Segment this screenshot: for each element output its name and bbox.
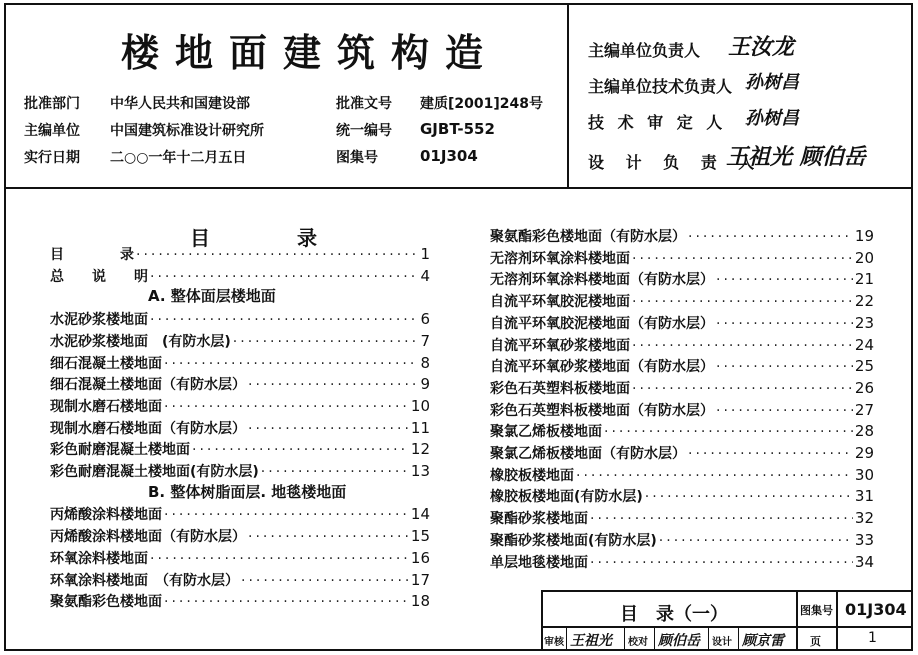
toc-leader-dots [716,272,853,288]
toc-entry-label: 现制水磨石楼地面 [50,398,162,415]
toc-entry-page: 11 [410,418,430,437]
toc-entry[interactable] [490,443,874,463]
toc-leader-dots [241,573,409,589]
toc-entry[interactable] [490,486,874,506]
toc-entry-page: 21 [854,270,874,289]
toc-leader-dots [688,446,853,462]
toc-leader-dots [632,294,853,310]
toc-entry[interactable] [50,570,430,590]
toc-leader-dots [716,359,853,375]
toc-entry-page: 32 [854,509,874,528]
field-label-effective-date: 实行日期 [24,150,80,166]
toc-section-heading: A. 整体面层楼地面 [148,287,276,306]
resp-label-design-lead: 设 计 负 责 人 [588,153,763,172]
header-divider [4,187,913,189]
title-block-vline-6 [708,626,709,651]
toc-entry-page: 18 [410,592,430,611]
toc-leader-dots [233,334,419,350]
toc-leader-dots [164,507,409,523]
toc-entry[interactable] [490,248,874,268]
design-signature: 顾京雷 [742,633,784,649]
toc-entry[interactable] [490,226,874,246]
title-block-vline-3 [566,626,567,651]
toc-entry-label: 彩色耐磨混凝土楼地面 [50,442,190,459]
toc-entry-label: 聚氨酯彩色楼地面（有防水层） [490,229,686,245]
toc-entry-page: 34 [854,552,874,571]
toc-entry-page: 25 [854,357,874,376]
toc-entry-page: 22 [854,292,874,311]
toc-entry-page: 8 [420,353,430,372]
toc-leader-dots [164,594,409,610]
toc-entry-label: 细石混凝土楼地面（有防水层） [50,377,246,394]
toc-entry-page: 12 [410,440,430,459]
toc-entry-page: 14 [410,505,430,524]
toc-leader-dots [632,381,853,397]
toc-entry-label: 聚氨酯彩色楼地面 [50,594,162,611]
toc-entry[interactable] [50,439,430,459]
resp-label-tech-review: 技 术 审 定 人 [588,113,727,132]
toc-leader-dots [164,356,418,372]
toc-entry[interactable] [50,331,430,351]
toc-entry-label: 自流平环氧砂浆楼地面 [490,337,630,354]
toc-entry[interactable] [490,269,874,289]
title-block-vline-7 [738,626,739,651]
toc-entry-label: 细石混凝土楼地面 [50,355,162,372]
toc-entry-page: 7 [420,331,430,350]
toc-entry[interactable] [50,396,430,416]
toc-entry-page: 13 [410,462,430,480]
toc-entry[interactable] [490,400,874,420]
toc-entry[interactable] [50,418,430,438]
toc-title: 目 录 [190,226,357,250]
toc-entry[interactable] [50,266,430,286]
design-label: 设计 [712,637,732,648]
toc-entry-label: 单层地毯楼地面 [490,554,588,571]
toc-entry[interactable] [490,335,874,355]
toc-entry-label: 现制水磨石楼地面（有防水层） [50,420,246,437]
toc-entry-page: 16 [410,548,430,567]
toc-leader-dots [150,551,409,567]
toc-entry-label: 丙烯酸涂料楼地面 [50,507,162,524]
toc-leader-dots [659,533,853,549]
toc-entry-label: 自流平环氧砂浆楼地面（有防水层） [490,359,714,376]
toc-entry-label: 自流平环氧胶泥楼地面 [490,294,630,311]
toc-entry[interactable] [50,244,430,264]
toc-entry-label: 聚氯乙烯板楼地面（有防水层） [490,446,686,462]
field-label-atlas-no: 图集号 [336,150,378,166]
toc-leader-dots [248,529,409,545]
check-label: 校对 [628,637,648,648]
toc-entry-label: 橡胶板楼地面(有防水层) [490,489,643,506]
toc-entry[interactable] [50,374,430,394]
resp-label-editor-head: 主编单位负责人 [588,41,701,60]
toc-leader-dots [716,403,853,419]
toc-leader-dots [590,511,853,527]
toc-leader-dots [645,489,853,505]
toc-entry-label: 水泥砂浆楼地面 [50,312,148,329]
atlas-no-value: 01J304 [845,600,907,619]
review-label: 审核 [544,637,564,648]
toc-entry-page: 30 [854,465,874,484]
toc-entry-label: 聚酯砂浆楼地面 [490,511,588,528]
toc-entry-page: 23 [854,313,874,332]
signature-design-lead: 王祖光 顾伯岳 [726,144,866,170]
toc-entry-label: 聚氯乙烯板楼地面 [490,424,602,441]
review-signature: 王祖光 [570,633,612,649]
field-value-effective-date: 二○○一年十二月五日 [110,150,247,166]
toc-section-heading: B. 整体树脂面层. 地毯楼地面 [148,482,347,501]
toc-leader-dots [164,399,409,415]
sheet-title: 目 录（一） [620,604,728,625]
document-title: 楼地面建筑构造 [120,31,499,75]
title-block-hline [541,626,913,628]
field-value-unified-no: GJBT-552 [420,120,495,138]
title-block-vline-4 [624,626,625,651]
toc-entry-page: 10 [410,396,430,415]
toc-leader-dots [632,338,853,354]
field-label-approval-dept: 批准部门 [24,96,80,112]
signature-tech-review: 孙树昌 [745,108,799,129]
toc-entry[interactable] [490,291,874,311]
toc-entry[interactable] [490,378,874,398]
toc-entry-page: 4 [420,266,430,285]
toc-leader-dots [261,464,409,480]
toc-entry[interactable] [490,530,874,550]
page-number: 1 [868,630,877,646]
title-block-vline-2 [836,590,838,651]
toc-entry-label: 彩色石英塑料板楼地面（有防水层） [490,402,714,419]
toc-entry-label: 总 说 明 [50,268,148,285]
toc-leader-dots [632,251,853,267]
toc-leader-dots [576,468,853,484]
toc-entry-label: 彩色耐磨混凝土楼地面(有防水层) [50,464,259,480]
check-signature: 顾伯岳 [658,633,700,649]
field-label-editor-unit: 主编单位 [24,123,80,139]
field-label-unified-no: 统一编号 [336,123,392,139]
resp-label-tech-head: 主编单位技术负责人 [588,77,733,96]
toc-leader-dots [136,247,418,263]
toc-entry-label: 彩色石英塑料板楼地面 [490,380,630,397]
toc-entry[interactable] [50,526,430,546]
toc-entry-page: 31 [854,487,874,506]
toc-entry[interactable] [50,461,430,481]
signature-editor-head: 王汝龙 [728,34,795,60]
toc-entry[interactable] [50,353,430,373]
field-value-editor-unit: 中国建筑标准设计研究所 [110,123,264,139]
toc-leader-dots [150,269,418,285]
atlas-no-label: 图集号 [800,604,833,617]
toc-entry-page: 6 [420,310,430,329]
toc-leader-dots [688,229,853,245]
toc-entry-page: 20 [854,248,874,267]
toc-entry-label: 水泥砂浆楼地面 (有防水层) [50,333,231,350]
toc-entry-page: 24 [854,335,874,354]
toc-leader-dots [590,555,853,571]
toc-entry-page: 19 [854,227,874,245]
toc-entry-page: 9 [420,375,430,394]
title-block-vline-5 [654,626,655,651]
toc-entry[interactable] [50,591,430,611]
toc-entry-label: 丙烯酸涂料楼地面（有防水层） [50,529,246,546]
toc-entry[interactable] [490,465,874,485]
field-value-approval-dept: 中华人民共和国建设部 [110,96,250,112]
signature-tech-head: 孙树昌 [745,72,799,93]
toc-entry-page: 33 [854,530,874,549]
toc-entry[interactable] [490,313,874,333]
field-value-approval-no: 建质[2001]248号 [420,96,543,112]
field-value-atlas-no: 01J304 [420,147,478,165]
toc-entry-label: 无溶剂环氧涂料楼地面 [490,250,630,267]
toc-entry[interactable] [490,356,874,376]
toc-entry-page: 27 [854,400,874,419]
toc-leader-dots [716,316,853,332]
toc-entry-page: 28 [854,422,874,441]
toc-entry-label: 聚酯砂浆楼地面(有防水层) [490,532,657,549]
toc-entry-label: 目 录 [50,247,134,263]
toc-entry[interactable] [490,552,874,572]
toc-entry-page: 26 [854,378,874,397]
toc-entry-label: 橡胶板楼地面 [490,467,574,484]
title-block-vline-1 [796,590,798,651]
header-vertical-divider [567,3,569,189]
toc-entry-page: 15 [410,527,430,546]
toc-entry-page: 1 [420,245,430,263]
toc-leader-dots [604,424,853,440]
toc-entry[interactable] [50,548,430,568]
toc-leader-dots [248,377,418,393]
field-label-approval-no: 批准文号 [336,96,392,112]
toc-entry[interactable] [490,421,874,441]
toc-leader-dots [150,312,418,328]
toc-entry-label: 自流平环氧胶泥楼地面（有防水层） [490,315,714,332]
toc-entry-label: 无溶剂环氧涂料楼地面（有防水层） [490,272,714,289]
toc-entry-page: 29 [854,444,874,462]
toc-entry[interactable] [50,504,430,524]
toc-entry[interactable] [490,508,874,528]
toc-entry[interactable] [50,309,430,329]
toc-entry-label: 环氧涂料楼地面 [50,550,148,567]
page-label: 页 [810,635,821,648]
toc-leader-dots [192,442,409,458]
toc-leader-dots [248,421,409,437]
toc-entry-page: 17 [410,570,430,589]
toc-entry-label: 环氧涂料楼地面 （有防水层） [50,572,239,589]
